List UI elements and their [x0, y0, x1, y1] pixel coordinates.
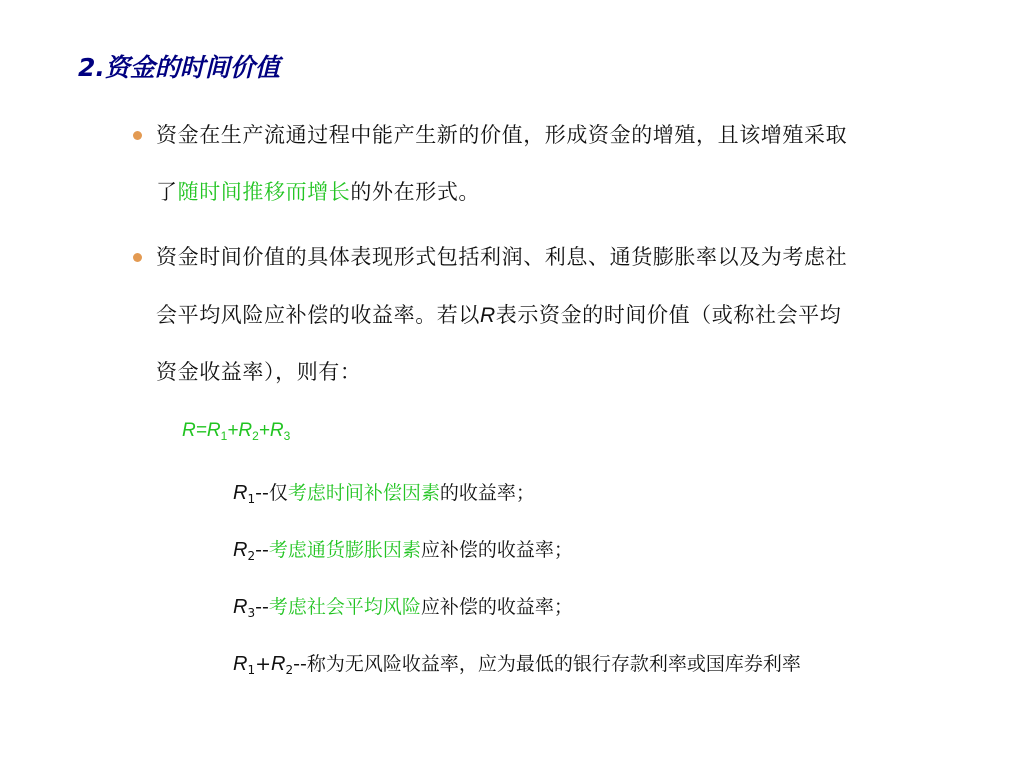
bullet2-line1: 资金时间价值的具体表现形式包括利润、利息、通货膨胀率以及为考虑社	[156, 245, 848, 269]
definition-risk-free	[233, 649, 801, 677]
def-sep: --	[255, 596, 269, 618]
formula-r1: R	[206, 420, 221, 441]
bullet2-line2	[156, 299, 841, 329]
def-highlight: 考虑社会平均风险	[268, 596, 421, 618]
def-plus: +	[255, 653, 272, 675]
formula-plus1: +	[227, 420, 239, 441]
formula-r: R	[182, 420, 196, 441]
definition-r2	[233, 535, 573, 563]
def-var2: R	[271, 653, 286, 675]
bullet1-highlight: 随时间推移而增长	[177, 180, 351, 204]
def-sep: --	[255, 482, 269, 504]
bullet2-variable: R	[480, 304, 496, 327]
def-highlight: 考虑时间补偿因素	[287, 482, 440, 504]
formula-sub1: 1	[220, 429, 228, 443]
page-title: 2.资金的时间价值	[78, 53, 280, 82]
def-post: 应补偿的收益率；	[420, 596, 573, 618]
bullet-dot	[133, 253, 142, 262]
bullet2-line2-post: 表示资金的时间价值（或称社会平均	[495, 303, 842, 327]
bullet1-line2-pre: 了	[156, 180, 178, 204]
formula-plus2: +	[258, 420, 270, 441]
definition-r1	[233, 478, 535, 506]
def-var: R	[233, 482, 248, 504]
bullet1-line2	[156, 176, 480, 206]
def-var: R	[233, 596, 248, 618]
def-pre: 仅	[268, 482, 288, 504]
bullet1-line1: 资金在生产流通过程中能产生新的价值，形成资金的增殖，且该增殖采取	[156, 123, 848, 147]
formula-r2: R	[238, 420, 253, 441]
def-var: R	[233, 539, 248, 561]
formula	[182, 420, 290, 443]
def-var1: R	[233, 653, 248, 675]
def-sub: 1	[247, 492, 256, 506]
formula-r3: R	[269, 420, 284, 441]
bullet-dot	[133, 131, 142, 140]
formula-sub2: 2	[252, 429, 259, 443]
def-sub: 2	[247, 549, 256, 563]
formula-eq: =	[195, 420, 207, 441]
def-sub1: 1	[247, 663, 256, 677]
def-sub2: 2	[285, 663, 294, 677]
def-text: --称为无风险收益率，应为最低的银行存款利率或国库券利率	[293, 653, 801, 675]
formula-sub3: 3	[283, 429, 291, 443]
bullet1-line2-post: 的外在形式。	[350, 180, 481, 204]
bullet2-line2-pre: 会平均风险应补偿的收益率。若以	[156, 303, 480, 327]
def-sep: --	[255, 539, 269, 561]
def-post: 的收益率；	[439, 482, 535, 504]
def-highlight: 考虑通货膨胀因素	[268, 539, 421, 561]
def-sub: 3	[247, 606, 256, 620]
definition-r3	[233, 592, 573, 620]
def-post: 应补偿的收益率；	[420, 539, 573, 561]
bullet2-line3: 资金收益率），则有：	[156, 360, 362, 384]
